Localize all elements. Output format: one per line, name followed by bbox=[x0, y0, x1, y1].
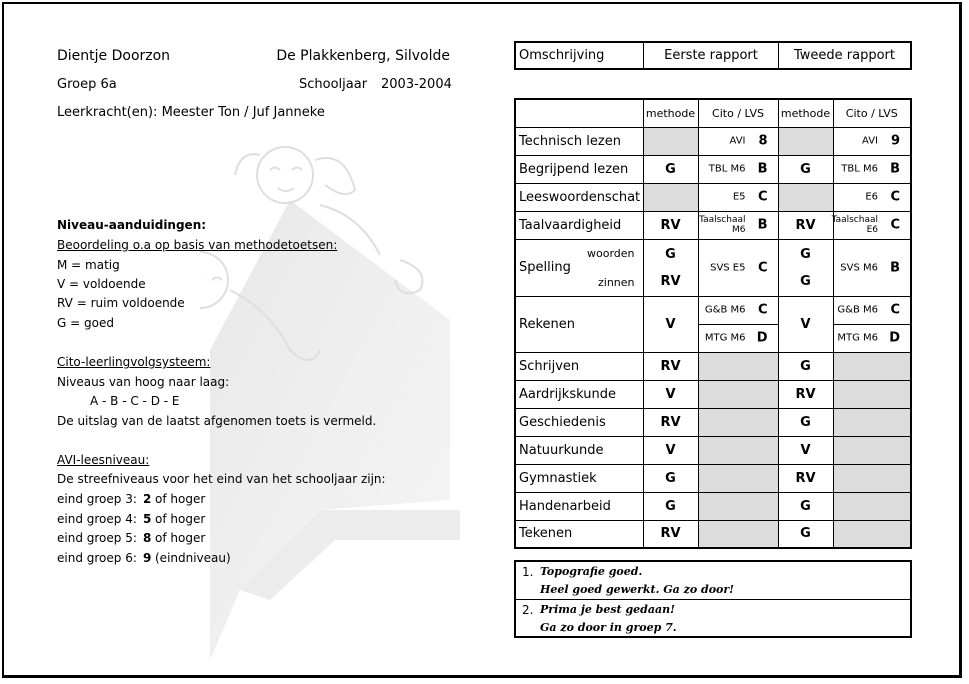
avi-title: AVI-leesniveau: bbox=[57, 453, 150, 467]
grade-cell: G bbox=[778, 492, 833, 520]
avi-item-label: eind groep 4: bbox=[57, 512, 137, 526]
cito-level: C bbox=[757, 302, 768, 318]
table-row bbox=[515, 127, 911, 155]
method-item: G = goed bbox=[57, 316, 114, 330]
cito-cell bbox=[833, 127, 911, 155]
header-omschrijving: Omschrijving bbox=[515, 42, 644, 69]
cito-level: B bbox=[890, 260, 900, 275]
col-cito-1: Cito / LVS bbox=[698, 99, 778, 127]
grade-cell-empty bbox=[778, 127, 833, 155]
grade-cell: G RV bbox=[643, 239, 698, 296]
comment-item bbox=[516, 562, 910, 599]
subject-label: Taalvaardigheid bbox=[515, 211, 643, 239]
subject-label: Handenarbeid bbox=[515, 492, 643, 520]
grade-cell: RV bbox=[778, 211, 833, 239]
avi-item-suffix: of hoger bbox=[155, 531, 206, 545]
grade-cell-empty bbox=[643, 183, 698, 211]
cito-test: AVI bbox=[729, 135, 746, 147]
avi-item-value: 8 bbox=[143, 531, 152, 545]
spelling-sub-woorden: woorden bbox=[586, 246, 635, 260]
comment-line: Heel goed gewerkt. Ga zo door! bbox=[540, 583, 735, 596]
subject-label: Geschiedenis bbox=[515, 408, 643, 436]
cito-level: C bbox=[890, 189, 900, 205]
avi-item-label: eind groep 3: bbox=[57, 492, 137, 506]
cito-cell bbox=[698, 183, 778, 211]
comment-line: Topografie goed. bbox=[540, 565, 643, 578]
grade-cell: V bbox=[643, 436, 698, 464]
cito-level: D bbox=[889, 330, 900, 346]
table-row bbox=[515, 183, 911, 211]
subject-label: Rekenen bbox=[515, 296, 643, 352]
subject-label: Tekenen bbox=[515, 520, 643, 548]
grade-cell: G bbox=[643, 464, 698, 492]
subject-label: Technisch lezen bbox=[515, 127, 643, 155]
cito-test: TBL M6 bbox=[708, 163, 746, 175]
children-illustration bbox=[200, 120, 470, 660]
cito-level: B bbox=[757, 217, 768, 233]
table-row bbox=[515, 352, 911, 380]
grade-cell: G bbox=[643, 155, 698, 183]
cito-cell bbox=[833, 211, 911, 239]
comments-box bbox=[514, 560, 912, 638]
comment-item bbox=[516, 599, 910, 637]
col-methode-1: methode bbox=[643, 99, 698, 127]
group-label: Groep 6a bbox=[57, 77, 117, 92]
cito-test: TBL M6 bbox=[841, 163, 878, 175]
grade-cell-empty bbox=[643, 127, 698, 155]
cito-test: G&B M6 bbox=[837, 304, 878, 316]
method-item: M = matig bbox=[57, 258, 120, 272]
grade-cell: RV bbox=[643, 408, 698, 436]
grade-cell: RV bbox=[778, 380, 833, 408]
table-row bbox=[515, 380, 911, 408]
col-cito-2: Cito / LVS bbox=[833, 99, 911, 127]
cito-cell bbox=[698, 296, 778, 324]
grade-cell: RV bbox=[643, 520, 698, 548]
grade-cell: G bbox=[778, 520, 833, 548]
spelling-sub-zinnen: zinnen bbox=[597, 275, 635, 289]
school-year: 2003-2004 bbox=[381, 77, 452, 92]
cito-test: SVS E5 bbox=[710, 262, 746, 273]
grade-cell: G bbox=[643, 492, 698, 520]
header-eerste-rapport: Eerste rapport bbox=[644, 42, 779, 69]
avi-item-suffix: of hoger bbox=[155, 492, 206, 506]
grade-cell: V bbox=[643, 296, 698, 352]
cito-cell bbox=[698, 211, 778, 239]
grade-cell: RV bbox=[643, 211, 698, 239]
subject-label: Natuurkunde bbox=[515, 436, 643, 464]
cito-test: MTG M6 bbox=[837, 332, 878, 344]
table-row bbox=[515, 296, 911, 324]
corner-cell bbox=[515, 99, 643, 127]
avi-item-label: eind groep 5: bbox=[57, 531, 137, 545]
subject-label: Spelling woorden zinnen bbox=[515, 239, 643, 296]
grade-cell: V bbox=[778, 296, 833, 352]
grade-cell: RV bbox=[643, 352, 698, 380]
year-label: Schooljaar bbox=[299, 77, 368, 92]
cito-cell-empty bbox=[833, 380, 911, 408]
cito-cell-empty bbox=[698, 352, 778, 380]
cito-level: B bbox=[757, 161, 768, 177]
cito-note: De uitslag van de laatst afgenomen toets is vermeld. bbox=[57, 414, 377, 428]
cito-cell bbox=[698, 324, 778, 352]
cito-test: G&B M6 bbox=[704, 304, 746, 316]
grade-cell: G bbox=[778, 408, 833, 436]
avi-line: De streefniveaus voor het eind van het schooljaar zijn: bbox=[57, 472, 386, 486]
avi-item-label: eind groep 6: bbox=[57, 551, 137, 565]
subject-label: Gymnastiek bbox=[515, 464, 643, 492]
cito-cell bbox=[698, 239, 778, 296]
comment-line: Prima je best gedaan! bbox=[540, 603, 675, 616]
cito-cell-empty bbox=[698, 408, 778, 436]
grade-cell-empty bbox=[778, 183, 833, 211]
cito-cell-empty bbox=[833, 408, 911, 436]
comment-number: 2. bbox=[522, 603, 534, 617]
cito-cell bbox=[833, 183, 911, 211]
grade-cell: V bbox=[643, 380, 698, 408]
cito-level: C bbox=[890, 217, 900, 233]
cito-test: SVS M6 bbox=[840, 262, 878, 273]
cito-test: Taalschaal E6 bbox=[831, 215, 878, 235]
levels-title: Niveau-aanduidingen: bbox=[57, 218, 207, 232]
cito-cell bbox=[833, 296, 911, 324]
table-row bbox=[515, 155, 911, 183]
method-item: RV = ruim voldoende bbox=[57, 296, 185, 310]
cito-cell bbox=[698, 127, 778, 155]
cito-level: B bbox=[890, 161, 900, 177]
cito-level: 8 bbox=[758, 133, 768, 149]
cito-cell-empty bbox=[833, 464, 911, 492]
subject-label: Aardrijkskunde bbox=[515, 380, 643, 408]
grade-cell: RV bbox=[778, 464, 833, 492]
cito-cell-empty bbox=[698, 492, 778, 520]
cito-cell-empty bbox=[833, 520, 911, 548]
header-tweede-rapport: Tweede rapport bbox=[779, 42, 912, 69]
subject-label: Leeswoordenschat bbox=[515, 183, 643, 211]
avi-item-value: 2 bbox=[143, 492, 152, 506]
cito-test: E6 bbox=[865, 191, 878, 203]
school-name: De Plakkenberg, Silvolde bbox=[276, 48, 450, 64]
cito-levels: A - B - C - D - E bbox=[90, 394, 180, 408]
avi-item-value: 9 bbox=[143, 551, 152, 565]
method-item: V = voldoende bbox=[57, 277, 146, 291]
table-row bbox=[515, 408, 911, 436]
table-row bbox=[515, 520, 911, 548]
cito-cell-empty bbox=[698, 436, 778, 464]
cito-level: C bbox=[890, 302, 900, 318]
table-row bbox=[515, 464, 911, 492]
avi-item-value: 5 bbox=[143, 512, 152, 526]
cito-cell bbox=[833, 155, 911, 183]
subject-label: Schrijven bbox=[515, 352, 643, 380]
cito-cell bbox=[833, 324, 911, 352]
cito-cell-empty bbox=[698, 520, 778, 548]
cito-level: D bbox=[756, 330, 768, 346]
col-methode-2: methode bbox=[778, 99, 833, 127]
cito-cell-empty bbox=[833, 492, 911, 520]
table-row bbox=[515, 211, 911, 239]
grade-cell: G bbox=[778, 352, 833, 380]
grade-cell: G G bbox=[778, 239, 833, 296]
comment-line: Ga zo door in groep 7. bbox=[540, 621, 677, 634]
cito-line: Niveaus van hoog naar laag: bbox=[57, 375, 230, 389]
comment-number: 1. bbox=[522, 565, 534, 579]
cito-test: E5 bbox=[732, 191, 746, 203]
cito-test: Taalschaal M6 bbox=[699, 215, 746, 235]
cito-cell-empty bbox=[698, 464, 778, 492]
cito-cell bbox=[698, 155, 778, 183]
student-name: Dientje Doorzon bbox=[57, 48, 171, 64]
cito-cell-empty bbox=[833, 352, 911, 380]
grades-table bbox=[514, 98, 912, 549]
table-row bbox=[515, 239, 911, 296]
cito-level: 9 bbox=[890, 133, 900, 149]
method-title: Beoordeling o.a op basis van methodetoetsen: bbox=[57, 238, 338, 252]
cito-test: MTG M6 bbox=[704, 332, 746, 344]
cito-cell-empty bbox=[833, 436, 911, 464]
cito-test: AVI bbox=[862, 135, 878, 147]
cito-level: C bbox=[757, 189, 768, 205]
table-row bbox=[515, 436, 911, 464]
cito-cell-empty bbox=[698, 380, 778, 408]
avi-item-suffix: (eindniveau) bbox=[155, 551, 231, 565]
subject-label: Begrijpend lezen bbox=[515, 155, 643, 183]
cito-title: Cito-leerlingvolgsysteem: bbox=[57, 355, 211, 369]
grade-cell: G bbox=[778, 155, 833, 183]
table-row bbox=[515, 492, 911, 520]
teachers: Leerkracht(en): Meester Ton / Juf Janneke bbox=[57, 105, 325, 120]
grade-cell: V bbox=[778, 436, 833, 464]
cito-cell bbox=[833, 239, 911, 296]
cito-level: C bbox=[757, 260, 768, 275]
header-table bbox=[514, 41, 912, 70]
avi-item-suffix: of hoger bbox=[155, 512, 206, 526]
